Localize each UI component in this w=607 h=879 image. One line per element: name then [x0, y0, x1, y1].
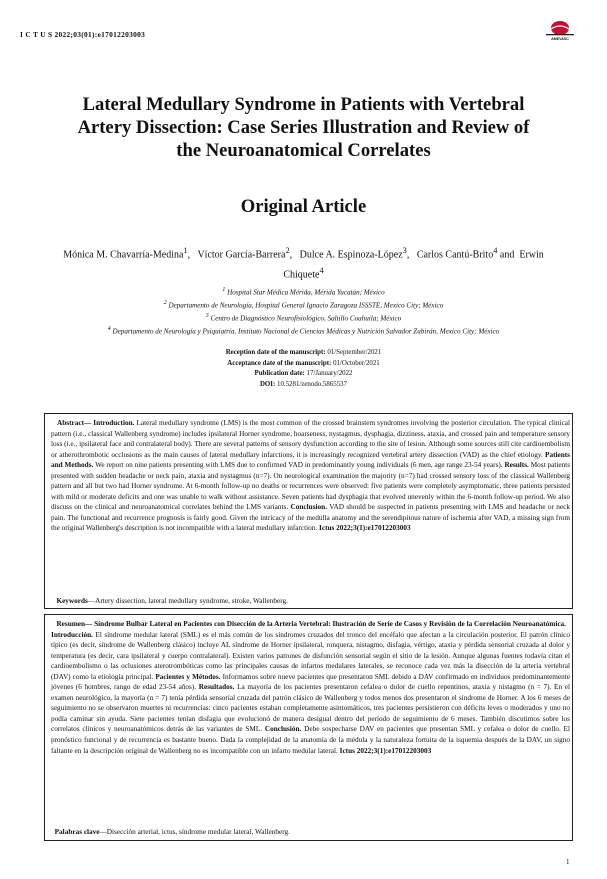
abstract-intro-label: Introduction.	[93, 419, 135, 427]
palabras-clave-label: Palabras clave	[54, 828, 100, 836]
author-list: Mónica M. Chavarría-Medina$^1$, Víctor García-Barrera$^2$, Dulce A. Espinoza-López$^3$, Carlos Cantú-Brito$^4$ and Erwin Chiquete$^4$	[63, 246, 544, 281]
date-label: Publication date:	[254, 370, 305, 377]
date-label: Acceptance date of the manuscript:	[227, 359, 332, 367]
affiliation-text: Centro de Diagnóstico Neurofisiológico, Saltillo Coahuila; México	[210, 314, 402, 323]
affiliation	[20, 324, 587, 337]
author-affil-sup: 2	[285, 246, 290, 255]
author-affil-sup: 4	[493, 246, 498, 255]
abstract-conclusion: VAD should be suspected in patients presenting with LMS and headache or neck pain. The functional and recurrence prognosis is fairly good. Given the intricacy of the medulla anatomy and the serendipitous nature of ischemia after VAD, a missing sign from the original Wallenberg's description is not incompatible with a lateral medullary infarction.	[51, 503, 570, 533]
author-affil-sup: 1	[183, 246, 188, 255]
palabras-clave-text: Disección arterial, ictus, síndrome medular lateral, Wallenberg.	[106, 828, 290, 836]
author-name: Dulce A. Espinoza-López	[299, 249, 403, 261]
affiliation	[20, 311, 587, 324]
abstract-text: Abstract— Introduction. Lateral medullary syndrome (LMS) is the most common of the crossed brainstem syndromes involving the posterior circulation. The typical clinical pattern (i.e., classical Wallenberg syndrome) includes ipsilateral Horner syndrome, hoarseness, nystagmus, dysphagia, dizziness, ataxia, and crossed pain and temperature sensory loss (i.e., ipsilateral face and contralateral body). There are several patterns of sensory dysfunction according to the site of lesion. Although some sources still cite cardioembolism or atherothrombotic occlusions as the main causes of lateral medullary infarctions, it is increasingly recognized vertebral artery dissection (VAD) as the chief etiology. Patients and Methods. We report on nine patients presenting with LMS due to confirmed VAD in predominantly young individuals (6 men, age range 23-54 years). Results. Most patients presented with sudden headache or neck pain, ataxia and nystagmus (n=7). On neurological examination the majority (n=7) had crossed sensory loss of the classical Wallenberg pattern and all but two had Horner syndrome. At 6-month follow-up no deaths or recurrences were observed: five patients were completely asymptomatic, three patients persisted with mild or moderate deficits and one was unable to walk without assistance. Seven patients had dysphagia that evolved unevenly within the 6-month follow-up period. We also discuss on the clinical and neuroanatomical correlates behind the LMS variants. Conclusion. VAD should be suspected in patients presenting with LMS and headache or neck pain. The functional and recurrence prognosis is fairly good. Given the intricacy of the medulla anatomy and the serendipitous nature of ischemia after VAD, a missing sign from the original Wallenberg's description is not incompatible with a lateral medullary infarction. Ictus 2022;3(1):e17012203003	[51, 419, 571, 533]
abstract-methods: We report on nine patients presenting with LMS due to confirmed VAD in predominantly young individuals (6 men, age range 23-54 years).	[95, 461, 503, 470]
affiliation	[20, 285, 587, 298]
journal-logo	[540, 20, 580, 42]
resumen-label: Resumen	[56, 620, 86, 628]
date-value: 01/September/2021	[327, 349, 382, 356]
affiliation-text: Hospital Star Médica Mérida, Mérida Yucatán; México	[227, 288, 385, 297]
date-row	[20, 380, 587, 391]
article-type: Original Article	[240, 196, 367, 217]
affiliation-sup: 1	[222, 287, 226, 293]
page-number: 1	[566, 858, 570, 866]
date-row	[20, 348, 587, 359]
date-row	[20, 359, 587, 370]
resumen-results-label: Resultados.	[198, 683, 235, 692]
resumen-results: La mayoría de los pacientes presentaron cefalea o dolor de cuello repentinos, ataxia y nistagmo (n = 7). En el examen neurológico, la mayoría (n = 7) tenía pérdida sensorial cruzada del patrón clásico de Wallenberg y todos menos dos presentaron el síndrome de Horner. A los 6 meses de seguimiento no se observaron muertes ni recurrencias: cinco pacientes estaban completamente asintomáticos, tres pacientes persistieron con déficits leves o moderados y uno no podía caminar sin ayuda. Siete pacientes tenían disfagia que evolucionó de manera desigual dentro del período de seguimiento de 6 meses. También discutimos sobre los correlatos clínicos y neuroanatómicos detrás de las variantes de SML.	[51, 683, 571, 734]
abstract-conclusion-label: Conclusion.	[290, 503, 327, 512]
date-value: 17/January/2022	[306, 370, 353, 377]
date-label: DOI:	[259, 380, 276, 388]
affiliation-sup: 3	[205, 312, 209, 319]
resumen-box	[44, 614, 573, 841]
manuscript-dates	[20, 348, 587, 390]
author-name: Carlos Cantú-Brito	[416, 249, 494, 261]
resumen-methods: Informamos sobre nueve pacientes que presentaron SML debido a DAV confirmado en individuos predominantemente jóvenes (6 hombres, rango de edad 23-54 años).	[51, 672, 571, 692]
resumen-conclusion: Debe sospecharse DAV en pacientes que presentan SML y cefalea o dolor de cuello. El pronóstico funcional y de recurrencia es bastante bueno. Dada la complejidad de la anatomía de la médula y la naturaleza fortuita de la isquemia después de la DAV, un signo faltante en la descripción original de Wallenberg no es incompatible con un infarto medular lateral.	[51, 725, 570, 755]
affiliation-sup: 2	[163, 299, 167, 306]
abstract-results-label: Results.	[504, 461, 529, 470]
title-line: the Neuroanatomical Correlates	[176, 140, 431, 161]
resumen-citation: Ictus 2022;3(1):e17012203003	[339, 746, 432, 755]
affiliation-sup: 4	[107, 325, 111, 332]
abstract-intro: Lateral medullary syndrome (LMS) is the most common of the crossed brainstem syndromes involving the posterior circulation. The typical clinical pattern (i.e., classical Wallenberg syndrome) includes ipsilateral Horner syndrome, hoarseness, nystagmus, dysphagia, dizziness, ataxia, and crossed pain and temperature sensory loss (i.e., ipsilateral face and contralateral body). There are several patterns of sensory dysfunction according to the site of lesion. Although some sources still cite cardioembolism or atherothrombotic occlusions as the main causes of lateral medullary infarctions, it is increasingly recognized vertebral artery dissection (VAD) as the chief etiology.	[51, 419, 571, 459]
abstract-label: Abstract	[57, 419, 84, 427]
abstract-citation: Ictus 2022;3(1):e17012203003	[319, 524, 411, 533]
resumen-intro-label: Introducción.	[51, 630, 93, 639]
resumen-text: Resumen— Síndrome Bulbar Lateral en Pacientes con Disección de la Arteria Vertebral: Ilustración de Serie de Casos y Revisión de la Correlación Neuroanatómica. Introducción. El síndrome medular lateral (SML) es el más común de los síndromes cruzados del tronco del encéfalo que afectan a la circulación posterior. El patrón clínico típico (es decir, síndrome de Wallenberg clásico) incluye AL síndrome de Horner ipsilateral, ronquera, nistagmo, disfagia, vértigo, ataxia y pérdida sensorial cruzada al dolor y temperatura (es decir, cara ipsilateral y cuerpo contralateral). Existen varios patrones de disfunción sensorial según el sitio de la lesión. Aunque algunas fuentes todavía citan el cardioembolismo o las oclusiones aterotrombóticas como las principales causas de infartos medulares laterales, se reconoce cada vez más la disección de la arteria vertebral (DAV) como la etiología principal. Pacientes y Métodos. Informamos sobre nueve pacientes que presentaron SML debido a DAV confirmado en individuos predominantemente jóvenes (6 hombres, rango de edad 23-54 años). Resultados. La mayoría de los pacientes presentaron cefalea o dolor de cuello repentinos, ataxia y nistagmo (n = 7). En el examen neurológico, la mayoría (n = 7) tenía pérdida sensorial cruzada del patrón clásico de Wallenberg y todos menos dos presentaron el síndrome de Horner. A los 6 meses de seguimiento no se observaron muertes ni recurrencias: cinco pacientes estaban completamente asintomáticos, tres pacientes persistieron con déficits leves o moderados y uno no podía caminar sin ayuda. Siete pacientes tenían disfagia que evolucionó de manera desigual dentro del período de seguimiento de 6 meses. También discutimos sobre los correlatos clínicos y neuroanatómicos detrás de las variantes de SML. Conclusión. Debe sospecharse DAV en pacientes que presentan SML y cefalea o dolor de cuello. El pronóstico funcional y de recurrencia es bastante bueno. Dada la complejidad de la anatomía de la médula y la naturaleza fortuita de la isquemia después de la DAV, un signo faltante en la descripción original de Wallenberg no es incompatible con un infarto medular lateral. Ictus 2022;3(1):e17012203003	[51, 620, 571, 755]
keywords-text: Artery dissection, lateral medullary syndrome, stroke, Wallenberg.	[95, 597, 288, 605]
resumen-conclusion-label: Conclusión.	[264, 725, 302, 734]
date-value: 10.5281/zenodo.5865537	[277, 380, 348, 388]
article-title	[40, 93, 567, 162]
title-line: Artery Dissection: Case Series Illustration and Review of	[77, 117, 530, 138]
author-name: Víctor García-Barrera	[197, 249, 286, 261]
title-line: Lateral Medullary Syndrome in Patients with Vertebral	[82, 94, 525, 115]
journal-reference: I C T U S 2022;03(01):e17012203003	[20, 30, 146, 39]
author-name: Erwin Chiquete	[283, 249, 544, 281]
affiliation-text: Departamento de Neurología y Psiquiatría, Instituto Nacional de Ciencias Médicas y Nutrición Salvador Zubirán, Mexico City; México	[112, 327, 500, 336]
resumen-intro: El síndrome medular lateral (SML) es el más común de los síndromes cruzados del tronco del encéfalo que afectan a la circulación posterior. El patrón clínico típico (es decir, síndrome de Wallenberg clásico) incluye AL síndrome de Horner ipsilateral, ronquera, nistagmo, disfagia, vértigo, ataxia y pérdida sensorial cruzada al dolor y temperatura (es decir, cara ipsilateral y cuerpo contralateral). Existen varios patrones de disfunción sensorial según el sitio de la lesión. Aunque algunas fuentes todavía citan el cardioembolismo o las oclusiones aterotrombóticas como las principales causas de infartos medulares laterales, se reconoce cada vez más la disección de la arteria vertebral (DAV) como la etiología principal.	[51, 630, 570, 681]
date-value: 01/October/2021	[333, 359, 380, 367]
affiliation-text: Departamento de Neurología, Hospital General Ignacio Zaragoza ISSSTE, Mexico City; México	[168, 301, 444, 310]
resumen-methods-label: Pacientes y Métodos.	[155, 672, 221, 681]
affiliation	[20, 298, 587, 311]
author-name: Mónica M. Chavarría-Medina	[63, 249, 184, 261]
author-affil-sup: 3	[402, 246, 407, 255]
keywords-line: Keywords—Artery dissection, lateral medullary syndrome, stroke, Wallenberg.	[56, 597, 288, 605]
author-affil-sup: 4	[319, 266, 324, 276]
abstract-methods-label: Patients and Methods.	[51, 450, 570, 470]
abstract-box	[44, 413, 573, 609]
date-label: Reception date of the manuscript:	[225, 349, 326, 356]
resumen-title: Síndrome Bulbar Lateral en Pacientes con Disección de la Arteria Vertebral: Ilustración de Serie de Casos y Revisión de la Correlación Neuroanatómica.	[94, 620, 566, 628]
logo-text: AMEVASC	[551, 37, 569, 41]
abstract-results: Most patients presented with sudden headache or neck pain, ataxia and nystagmus (n=7). On neurological examination the majority (n=7) had crossed sensory loss of the classical Wallenberg pattern and all but two had Horner syndrome. At 6-month follow-up no deaths or recurrences were observed: five patients were completely asymptomatic, three patients persisted with mild or moderate deficits and one was unable to walk without assistance. Seven patients had dysphagia that evolved unevenly within the 6-month follow-up period. We also discuss on the clinical and neuroanatomical correlates behind the LMS variants.	[51, 461, 571, 512]
palabras-clave-line: Palabras clave—Disección arterial, ictus, síndrome medular lateral, Wallenberg.	[54, 828, 290, 836]
logo-emblem-icon	[540, 20, 580, 38]
affiliation-list	[20, 285, 587, 337]
keywords-label: Keywords	[56, 597, 88, 605]
date-row	[20, 369, 587, 380]
